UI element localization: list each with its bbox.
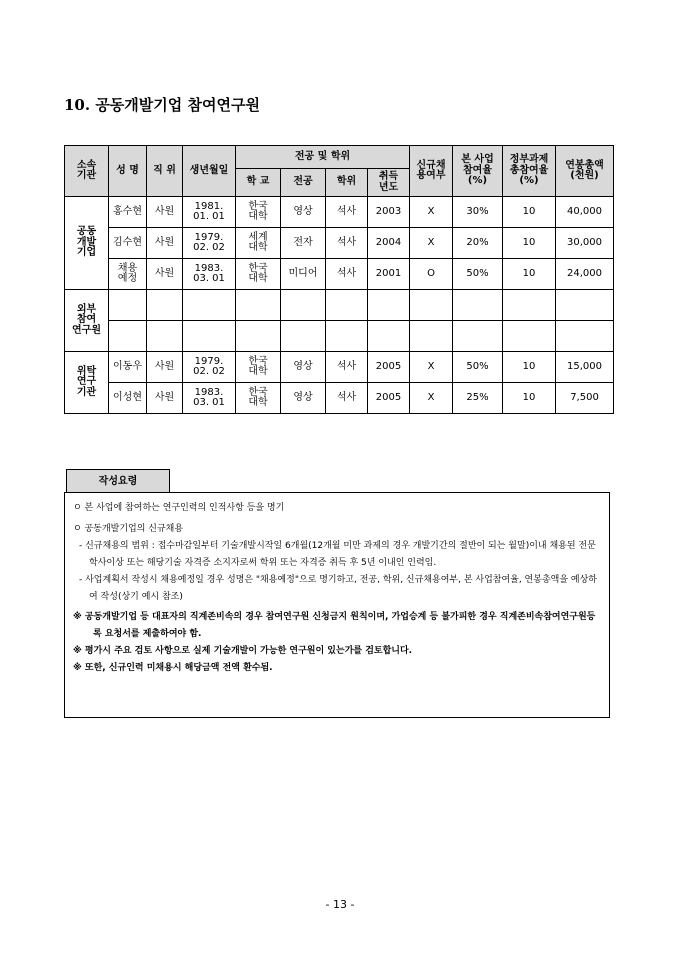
table-row [65, 383, 614, 414]
cell-birth: 1983. 03. 01 [183, 383, 236, 414]
cell-name [109, 321, 147, 352]
cell-position: 사원 [147, 383, 183, 414]
cell-school [236, 290, 281, 321]
table-row [65, 352, 614, 383]
header-year: 취득 년도 [368, 169, 410, 197]
cell-other-tasks: 10 [503, 259, 556, 290]
cell-new-hire: X [410, 228, 453, 259]
guide-subitem: - 사업계획서 작성시 채용예정일 경우 성명은 "채용예정"으로 명기하고, 전공, 학위, 신규채용여부, 본 사업참여율, 연봉총액을 예상하여 작성(상기 예시 참조) [79, 575, 597, 602]
header-name: 성 명 [109, 146, 147, 197]
group-label: 외부 참여 연구원 [65, 290, 109, 352]
cell-position [147, 290, 183, 321]
cell-year [368, 290, 410, 321]
cell-birth [183, 321, 236, 352]
table-row [65, 290, 614, 321]
cell-salary: 24,000 [556, 259, 614, 290]
cell-birth: 1983. 03. 01 [183, 259, 236, 290]
cell-degree: 석사 [326, 352, 368, 383]
header-row-1 [65, 146, 614, 169]
section-title: 10. 공동개발기업 참여연구원 [64, 96, 260, 114]
cell-birth [183, 290, 236, 321]
cell-school [236, 321, 281, 352]
cell-position: 사원 [147, 259, 183, 290]
cell-name: 이성현 [109, 383, 147, 414]
cell-birth: 1979. 02. 02 [183, 352, 236, 383]
header-affiliation: 소속 기관 [65, 146, 109, 197]
cell-birth: 1981. 01. 01 [183, 197, 236, 228]
cell-new-hire: X [410, 197, 453, 228]
cell-year: 2003 [368, 197, 410, 228]
cell-name: 이동우 [109, 352, 147, 383]
guide-note: ※ 공동개발기업 등 대표자의 직계존비속의 경우 참여연구원 신청금지 원칙이며, 가업승계 등 불가피한 경우 직계존비속참여연구원등록 요청서를 제출하여야 함. [73, 612, 596, 639]
cell-participation: 30% [453, 197, 503, 228]
cell-name [109, 290, 147, 321]
cell-new-hire: O [410, 259, 453, 290]
cell-school: 세계 대학 [236, 228, 281, 259]
cell-major: 전자 [281, 228, 326, 259]
cell-school: 한국 대학 [236, 197, 281, 228]
cell-year [368, 321, 410, 352]
cell-other-tasks [503, 290, 556, 321]
cell-year: 2001 [368, 259, 410, 290]
table-row [65, 197, 614, 228]
cell-position: 사원 [147, 228, 183, 259]
guide-note: ※ 평가시 주요 검토 사항으로 실제 기술개발이 가능한 연구원이 있는가를 검토합니다. [73, 646, 413, 656]
cell-salary [556, 290, 614, 321]
cell-salary: 15,000 [556, 352, 614, 383]
cell-new-hire [410, 321, 453, 352]
cell-other-tasks [503, 321, 556, 352]
cell-major: 영상 [281, 352, 326, 383]
guide-item: ㅇ 본 사업에 참여하는 연구인력의 인적사항 등을 명기 [73, 503, 285, 513]
guide-subitem: - 신규채용의 범위 : 접수마감일부터 기술개발시작일 6개월(12개월 미만 과제의 경우 개발기간의 절반이 되는 월말)이내 채용된 전문학사이상 또는 해당기술 자격증 소지자로써 학위 또는 자격증 취득 후 5년 이내인 인력임. [79, 541, 596, 568]
header-major: 전공 [281, 169, 326, 197]
header-degree: 학위 [326, 169, 368, 197]
cell-new-hire: X [410, 352, 453, 383]
cell-name: 채용 예정 [109, 259, 147, 290]
header-major-degree: 전공 및 학위 [236, 146, 410, 169]
cell-degree [326, 290, 368, 321]
cell-other-tasks: 10 [503, 228, 556, 259]
cell-participation: 25% [453, 383, 503, 414]
group-label: 위탁 연구 기관 [65, 352, 109, 414]
cell-participation [453, 290, 503, 321]
cell-degree: 석사 [326, 197, 368, 228]
header-salary: 연봉총액 (천원) [556, 146, 614, 197]
cell-year: 2005 [368, 352, 410, 383]
cell-birth: 1979. 02. 02 [183, 228, 236, 259]
cell-major: 미디어 [281, 259, 326, 290]
cell-participation: 20% [453, 228, 503, 259]
cell-degree: 석사 [326, 228, 368, 259]
cell-participation: 50% [453, 259, 503, 290]
table-row [65, 259, 614, 290]
header-other-tasks: 정부과제 총참여율 (%) [503, 146, 556, 197]
cell-school: 한국 대학 [236, 352, 281, 383]
cell-new-hire: X [410, 383, 453, 414]
cell-major [281, 290, 326, 321]
cell-degree: 석사 [326, 383, 368, 414]
cell-position: 사원 [147, 352, 183, 383]
cell-degree: 석사 [326, 259, 368, 290]
cell-salary [556, 321, 614, 352]
cell-salary: 30,000 [556, 228, 614, 259]
cell-other-tasks: 10 [503, 197, 556, 228]
cell-school: 한국 대학 [236, 383, 281, 414]
researcher-table [64, 145, 614, 414]
cell-year: 2005 [368, 383, 410, 414]
guide-note: ※ 또한, 신규인력 미채용시 해당금액 전액 환수됨. [73, 663, 273, 673]
cell-major: 영상 [281, 197, 326, 228]
table-row [65, 228, 614, 259]
header-birth: 생년월일 [183, 146, 236, 197]
cell-school: 한국 대학 [236, 259, 281, 290]
table-row [65, 321, 614, 352]
cell-salary: 40,000 [556, 197, 614, 228]
cell-name: 김수현 [109, 228, 147, 259]
cell-position: 사원 [147, 197, 183, 228]
header-participation: 본 사업 참여율 (%) [453, 146, 503, 197]
cell-name: 홍수현 [109, 197, 147, 228]
header-new-hire: 신규채 용여부 [410, 146, 453, 197]
guide-tab: 작성요령 [66, 469, 170, 493]
cell-new-hire [410, 290, 453, 321]
header-position: 직 위 [147, 146, 183, 197]
cell-major: 영상 [281, 383, 326, 414]
cell-other-tasks: 10 [503, 383, 556, 414]
cell-degree [326, 321, 368, 352]
cell-year: 2004 [368, 228, 410, 259]
cell-participation: 50% [453, 352, 503, 383]
cell-major [281, 321, 326, 352]
cell-other-tasks: 10 [503, 352, 556, 383]
guide-item: ㅇ 공동개발기업의 신규채용 [73, 524, 184, 534]
cell-position [147, 321, 183, 352]
page-number: - 13 - [325, 898, 355, 911]
cell-salary: 7,500 [556, 383, 614, 414]
group-label: 공동 개발 기업 [65, 197, 109, 290]
cell-participation [453, 321, 503, 352]
guide-box [64, 492, 610, 718]
header-school: 학 교 [236, 169, 281, 197]
